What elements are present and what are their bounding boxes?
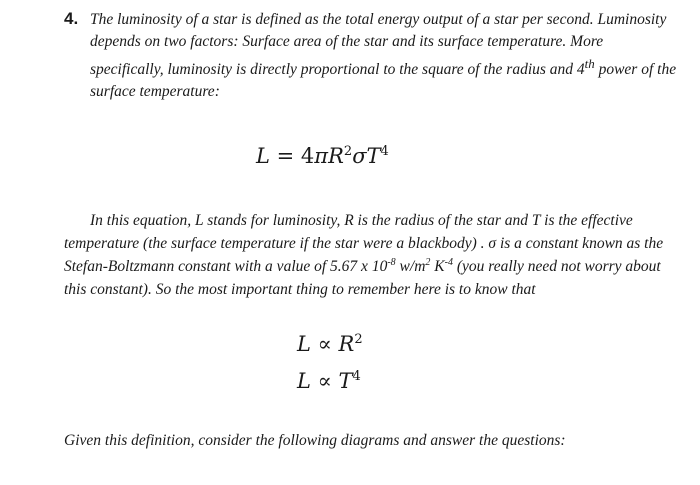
eq-symbol-l: L xyxy=(256,144,270,168)
prop-r-symbol-r: R xyxy=(338,332,355,356)
prop-t-symbol-l: L xyxy=(297,369,311,393)
eq-equals: = xyxy=(269,144,301,168)
intro-text-a: The luminosity of a star is defined as the total energy output of a star per second. Luminosity depends on two factors: Surface area of the star and its surface temperature. More specifically, luminosity is directly proportional to the square of the radius and 4 xyxy=(90,11,667,79)
proportional-temperature-equation xyxy=(297,368,361,394)
eq-symbol-t: T xyxy=(366,144,381,168)
luminosity-equation xyxy=(256,143,389,169)
intro-paragraph xyxy=(90,9,680,103)
explanation-text-c: K xyxy=(430,258,445,275)
intro-text-b: power of the surface temperature: xyxy=(90,61,677,101)
eq-sigma: σ xyxy=(352,144,367,168)
prop-t-exponent: 4 xyxy=(352,369,361,384)
eq-pi: π xyxy=(314,144,329,168)
eq-four: 4 xyxy=(300,144,315,168)
prop-t-sign: ∝ xyxy=(310,369,339,393)
closing-instruction: Given this definition, consider the following diagrams and answer the questions: xyxy=(64,432,566,449)
prop-r-exponent: 2 xyxy=(354,332,363,347)
explanation-paragraph xyxy=(64,209,672,301)
prop-r-symbol-l: L xyxy=(297,332,311,356)
prop-r-sign: ∝ xyxy=(310,332,339,356)
explanation-sup-2: 2 xyxy=(425,256,431,268)
explanation-text-b: w/m xyxy=(395,258,426,275)
question-number: 4. xyxy=(64,9,79,28)
explanation-sup-neg8: -8 xyxy=(387,256,396,268)
eq-r-exponent: 2 xyxy=(343,144,353,159)
proportional-radius-equation xyxy=(297,331,363,357)
eq-t-exponent: 4 xyxy=(380,144,389,159)
eq-symbol-r: R xyxy=(328,144,344,168)
explanation-text-a: In this equation, L stands for luminosity, R is the radius of the star and T is the effective temperature (the surface temperature if the star were a blackbody) . σ is a constant known as the Stefan-Boltzmann constant with a value of 5.67 x 10 xyxy=(64,212,664,275)
explanation-text-d: (you really need not worry about this constant). So the most important thing to remember here is to know that xyxy=(64,258,661,298)
explanation-sup-neg4: -4 xyxy=(444,256,453,268)
prop-t-symbol-t: T xyxy=(338,369,353,393)
intro-superscript-th: th xyxy=(584,56,595,71)
